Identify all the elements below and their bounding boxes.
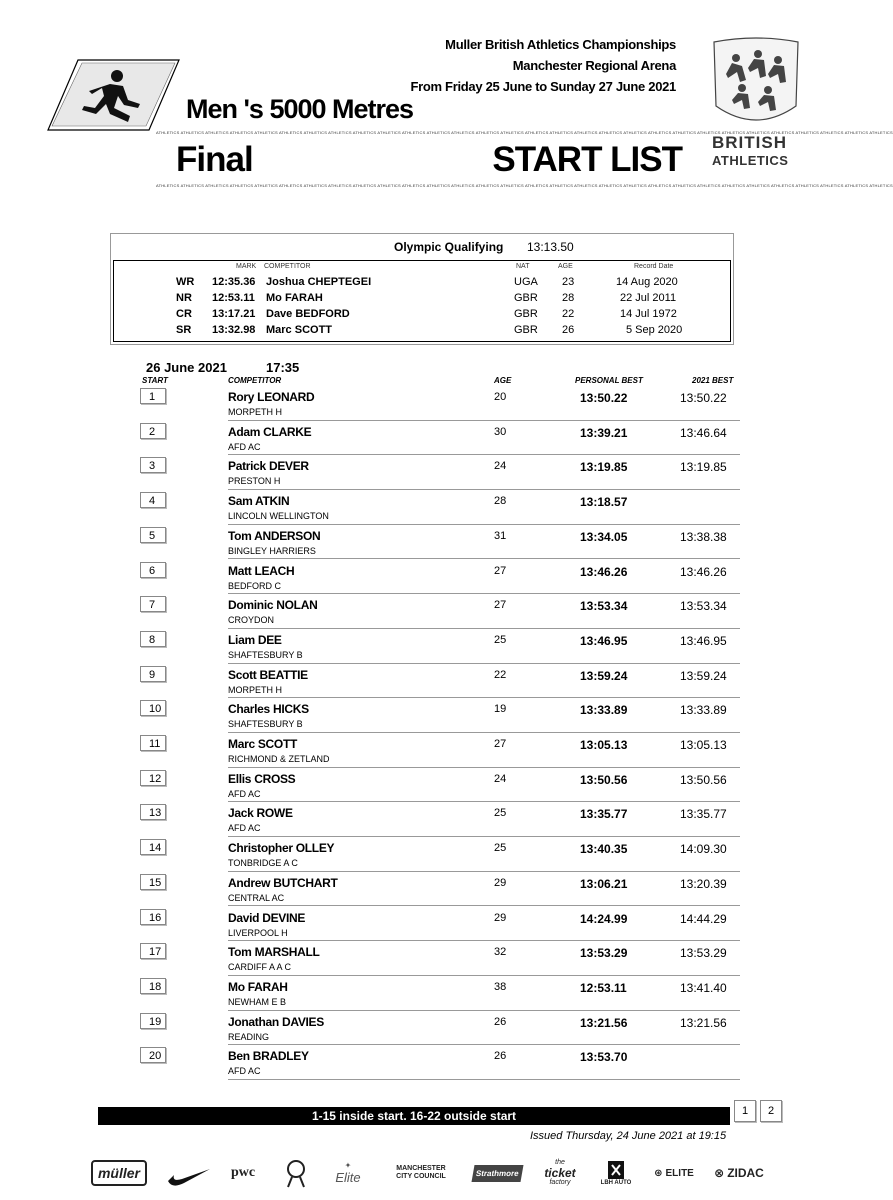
zidac-wordmark: ZIDAC [727, 1166, 764, 1180]
athlete-club: TONBRIDGE A C [228, 858, 298, 869]
list-type: START LIST [492, 140, 682, 179]
column-personal-best: PERSONAL BEST [575, 376, 643, 385]
start-position: 5 [140, 527, 166, 543]
meet-venue: Manchester Regional Arena [512, 58, 676, 73]
ticket-factory-factory: factory [549, 1179, 571, 1186]
athlete-age: 27 [494, 564, 507, 577]
personal-best: 13:21.56 [580, 1015, 628, 1030]
table-row [0, 629, 848, 664]
start-position: 10 [140, 700, 166, 716]
athlete-club: LIVERPOOL H [228, 927, 288, 938]
athlete-age: 38 [494, 980, 507, 993]
page-1-button[interactable]: 1 [734, 1100, 756, 1122]
strathmore-logo [472, 1155, 522, 1191]
personal-best: 14:24.99 [580, 911, 628, 926]
personal-best: 13:19.85 [580, 460, 628, 475]
athlete-age: 19 [494, 703, 507, 716]
athlete-club: MORPETH H [228, 684, 282, 695]
athlete-club: MORPETH H [228, 407, 282, 417]
start-position: 8 [140, 631, 166, 647]
start-position: 19 [140, 1013, 166, 1029]
athlete-name: Patrick DEVER [228, 459, 309, 474]
athlete-age: 24 [494, 772, 507, 785]
column-start: START [142, 376, 168, 385]
record-type: NR [176, 292, 192, 304]
athlete-club: LINCOLN WELLINGTON [228, 511, 329, 522]
lottery-logo-icon [278, 1155, 314, 1191]
lbh-shield-icon [606, 1160, 626, 1180]
brand-line-1: BRITISH [712, 133, 787, 152]
athlete-name: Matt LEACH [228, 563, 295, 578]
table-row [0, 1011, 848, 1046]
ticket-factory-ticket: ticket [544, 1166, 576, 1180]
athlete-age: 27 [494, 738, 507, 750]
personal-best: 13:34.05 [580, 529, 628, 544]
muller-logo [90, 1155, 148, 1191]
start-position: 14 [140, 839, 166, 855]
athlete-age: 26 [494, 1050, 507, 1063]
season-best: 13:59.24 [680, 668, 727, 683]
athlete-club: RICHMOND & ZETLAND [228, 754, 330, 764]
sponsor-strip [90, 1155, 810, 1195]
athlete-age: 30 [494, 425, 507, 438]
athlete-age: 26 [494, 1015, 507, 1028]
athlete-name: Dominic NOLAN [228, 598, 318, 613]
table-row [0, 1045, 848, 1080]
athlete-age: 32 [494, 946, 507, 959]
elite-crest-icon: ✦ [344, 1161, 352, 1170]
records-table [113, 260, 731, 342]
record-type: WR [176, 276, 195, 288]
pwc-logo [222, 1155, 264, 1191]
season-best: 13:53.29 [680, 946, 727, 961]
start-position: 4 [140, 492, 166, 508]
start-position: 18 [140, 978, 166, 994]
season-best: 13:05.13 [680, 738, 727, 752]
zidac-mark-icon: ⊗ [714, 1166, 725, 1180]
brand-line-2: ATHLETICS [712, 153, 789, 168]
table-row [0, 837, 848, 872]
season-best: 13:20.39 [680, 876, 727, 891]
table-row [0, 525, 848, 560]
record-age: 23 [562, 276, 575, 288]
athlete-club: AFD AC [228, 823, 261, 834]
season-best: 13:21.56 [680, 1015, 727, 1030]
record-nat: UGA [514, 276, 538, 288]
season-best: 14:44.29 [680, 911, 727, 926]
start-position: 6 [140, 562, 166, 578]
records-header-mark: MARK [236, 263, 257, 270]
race-time: 17:35 [266, 360, 300, 375]
zidac-logo [708, 1155, 770, 1191]
table-row [0, 733, 848, 768]
record-holder: Mo FARAH [266, 292, 323, 304]
athlete-club: CROYDON [228, 615, 275, 626]
column-season-best: 2021 BEST [692, 376, 734, 385]
athlete-club: READING [228, 1031, 270, 1042]
season-best: 13:46.95 [680, 633, 727, 648]
athlete-name: Tom ANDERSON [228, 528, 321, 543]
athlete-name: Jonathan DAVIES [228, 1014, 324, 1029]
elite-wordmark-2: ELITE [665, 1167, 694, 1179]
issued-timestamp: Issued Thursday, 24 June 2021 at 19:15 [530, 1130, 727, 1142]
personal-best: 13:53.34 [580, 599, 628, 614]
record-date: 22 Jul 2011 [620, 292, 677, 304]
personal-best: 13:05.13 [580, 738, 628, 752]
athlete-club: CENTRAL AC [228, 892, 285, 903]
personal-best: 13:46.26 [580, 564, 628, 579]
table-row [0, 421, 848, 456]
start-position: 20 [140, 1047, 166, 1063]
athlete-club: CARDIFF A A C [228, 962, 292, 973]
athlete-age: 20 [494, 391, 507, 403]
qualifying-value: 13:13.50 [527, 240, 574, 254]
personal-best: 13:50.56 [580, 772, 628, 787]
race-date: 26 June 2021 [146, 360, 227, 375]
table-row [0, 802, 848, 837]
start-position: 17 [140, 943, 166, 959]
athlete-name: Sam ATKIN [228, 494, 290, 509]
elite-badge-icon: ⊛ [654, 1167, 663, 1179]
record-row [114, 306, 730, 322]
athlete-club: SHAFTESBURY B [228, 719, 303, 730]
event-title: Men 's 5000 Metres [186, 94, 414, 124]
records-header-date: Record Date [634, 263, 674, 270]
athlete-club: PRESTON H [228, 476, 281, 487]
season-best: 13:38.38 [680, 529, 727, 544]
records-header-age: AGE [558, 263, 573, 270]
ribbon-top: ATHLETICS ATHLETICS ATHLETICS ATHLETICS ATHLETICS ATHLETICS ATHLETICS ATHLETICS ATHLETICS ATHLETICS ATHLETICS ATHLETICS ATHLETICS ATHLETICS ATHLETICS ATHLETICS ATHLETICS ATHLETICS ATHLETICS ATHLETICS ATHLETICS ATHLETICS ATHLETICS ATHLETICS ATHLETICS ATHLETICS ATHLETICS ATHLETICS ATHLETICS ATHLETICS [156, 130, 893, 135]
record-holder: Dave BEDFORD [266, 308, 350, 320]
season-best: 13:35.77 [680, 807, 727, 822]
table-row [0, 664, 848, 699]
athlete-age: 28 [494, 495, 507, 508]
athlete-age: 29 [494, 911, 507, 924]
records-panel [110, 233, 734, 345]
round-label: Final [176, 140, 253, 179]
personal-best: 13:39.21 [580, 425, 628, 440]
lbh-auto-logo [598, 1155, 634, 1191]
athlete-name: Liam DEE [228, 632, 282, 647]
manchester-wordmark: MANCHESTER [396, 1165, 446, 1172]
start-position: 9 [140, 666, 166, 682]
table-row [0, 455, 848, 490]
personal-best: 13:40.35 [580, 842, 628, 857]
column-age: AGE [494, 376, 512, 385]
council-wordmark: CITY COUNCIL [396, 1173, 446, 1180]
table-row [0, 490, 848, 525]
start-position: 16 [140, 909, 166, 925]
athlete-age: 25 [494, 842, 507, 855]
start-position: 2 [140, 423, 166, 439]
table-row [0, 386, 848, 421]
personal-best: 13:06.21 [580, 876, 628, 891]
meet-info [410, 34, 676, 97]
season-best: 13:33.89 [680, 703, 727, 718]
athlete-age: 25 [494, 807, 507, 820]
athlete-age: 31 [494, 529, 507, 542]
season-best: 13:46.64 [680, 425, 727, 440]
season-best: 13:53.34 [680, 599, 727, 614]
athlete-club: BEDFORD C [228, 580, 282, 591]
swoosh-logo-icon [166, 1155, 212, 1191]
record-mark: 12:53.11 [212, 292, 255, 304]
record-age: 28 [562, 292, 575, 304]
elite-logo-2 [648, 1155, 700, 1191]
table-row [0, 594, 848, 629]
manchester-council-logo [382, 1155, 460, 1191]
athlete-age: 27 [494, 599, 507, 612]
record-holder: Marc SCOTT [266, 324, 333, 336]
athlete-club: SHAFTESBURY B [228, 649, 303, 660]
athlete-name: Christopher OLLEY [228, 841, 335, 856]
athlete-name: Andrew BUTCHART [228, 875, 338, 890]
personal-best: 12:53.11 [580, 980, 627, 995]
muller-wordmark: müller [91, 1160, 147, 1186]
record-date: 14 Aug 2020 [616, 276, 678, 288]
athlete-age: 29 [494, 876, 507, 889]
start-position: 7 [140, 596, 166, 612]
season-best: 13:41.40 [680, 980, 727, 995]
record-mark: 13:17.21 [212, 308, 256, 320]
start-position: 11 [140, 735, 166, 751]
meet-name: Muller British Athletics Championships [445, 37, 676, 52]
table-row [0, 768, 848, 803]
start-position: 12 [140, 770, 166, 786]
records-header-competitor: COMPETITOR [264, 263, 311, 270]
athlete-name: Rory LEONARD [228, 390, 315, 404]
athlete-club: BINGLEY HARRIERS [228, 545, 316, 556]
ribbon-bottom: ATHLETICS ATHLETICS ATHLETICS ATHLETICS ATHLETICS ATHLETICS ATHLETICS ATHLETICS ATHLETICS ATHLETICS ATHLETICS ATHLETICS ATHLETICS ATHLETICS ATHLETICS ATHLETICS ATHLETICS ATHLETICS ATHLETICS ATHLETICS ATHLETICS ATHLETICS ATHLETICS ATHLETICS ATHLETICS ATHLETICS ATHLETICS ATHLETICS ATHLETICS ATHLETICS [156, 183, 893, 188]
personal-best: 13:59.24 [580, 668, 628, 683]
records-header-nat: NAT [516, 263, 530, 270]
runner-icon [48, 56, 180, 134]
start-position: 1 [140, 388, 166, 404]
record-mark: 13:32.98 [212, 324, 256, 336]
athlete-name: Tom MARSHALL [228, 945, 320, 960]
season-best: 14:09.30 [680, 842, 727, 857]
ticket-factory-logo [534, 1155, 586, 1191]
row-divider [228, 1079, 740, 1080]
personal-best: 13:53.70 [580, 1050, 628, 1065]
personal-best: 13:18.57 [580, 495, 628, 510]
record-date: 14 Jul 1972 [620, 308, 677, 320]
table-row [0, 976, 848, 1011]
table-row [0, 907, 848, 942]
season-best: 13:50.56 [680, 772, 727, 787]
page-2-button[interactable]: 2 [760, 1100, 782, 1122]
record-age: 26 [562, 324, 575, 336]
table-row [0, 872, 848, 907]
qualifying-label: Olympic Qualifying [394, 240, 504, 254]
athlete-age: 25 [494, 633, 507, 646]
column-competitor: COMPETITOR [228, 376, 282, 385]
start-position: 15 [140, 874, 166, 890]
athlete-club: AFD AC [228, 1066, 261, 1077]
athlete-name: Ben BRADLEY [228, 1049, 309, 1064]
athlete-age: 24 [494, 460, 507, 473]
record-row [114, 274, 730, 290]
table-row [0, 941, 848, 976]
athlete-name: Ellis CROSS [228, 771, 296, 786]
athlete-club: AFD AC [228, 441, 261, 452]
british-athletics-crest-icon [706, 36, 806, 132]
record-holder: Joshua CHEPTEGEI [266, 276, 372, 288]
athlete-club: AFD AC [228, 788, 261, 799]
record-type: CR [176, 308, 192, 320]
record-mark: 12:35.36 [212, 276, 256, 288]
meet-dates: From Friday 25 June to Sunday 27 June 2021 [410, 79, 676, 94]
record-row [114, 290, 730, 306]
record-date: 5 Sep 2020 [626, 324, 683, 336]
athlete-name: Adam CLARKE [228, 424, 312, 439]
record-nat: GBR [514, 324, 538, 336]
athlete-name: Scott BEATTIE [228, 667, 308, 682]
athlete-club: NEWHAM E B [228, 996, 287, 1007]
elite-wordmark: Elite [335, 1170, 361, 1185]
pwc-wordmark: pwc [230, 1165, 256, 1180]
lbh-wordmark: LBH AUTO [600, 1180, 632, 1186]
personal-best: 13:35.77 [580, 807, 628, 822]
start-note: 1-15 inside start. 16-22 outside start [98, 1107, 730, 1125]
ticket-factory-the: the [555, 1159, 565, 1166]
athlete-name: David DEVINE [228, 910, 306, 925]
athlete-age: 22 [494, 668, 507, 681]
strathmore-wordmark: Strathmore [471, 1165, 523, 1182]
start-position: 13 [140, 804, 166, 820]
olympic-qualifying [111, 238, 733, 260]
record-nat: GBR [514, 292, 538, 304]
record-row [114, 322, 730, 338]
record-age: 22 [562, 308, 575, 320]
record-type: SR [176, 324, 192, 336]
table-row [0, 698, 848, 733]
brand-wordmark [712, 134, 788, 170]
start-position: 3 [140, 457, 166, 473]
athlete-name: Mo FARAH [228, 979, 288, 994]
athlete-name: Jack ROWE [228, 806, 293, 821]
record-nat: GBR [514, 308, 538, 320]
table-row [0, 560, 848, 595]
athlete-name: Marc SCOTT [228, 737, 298, 751]
season-best: 13:46.26 [680, 564, 727, 579]
athlete-name: Charles HICKS [228, 702, 309, 717]
personal-best: 13:46.95 [580, 633, 628, 648]
personal-best: 13:53.29 [580, 946, 628, 961]
season-best: 13:19.85 [680, 460, 727, 475]
season-best: 13:50.22 [680, 391, 727, 405]
elite-logo [326, 1155, 370, 1191]
personal-best: 13:50.22 [580, 391, 628, 405]
personal-best: 13:33.89 [580, 703, 628, 718]
